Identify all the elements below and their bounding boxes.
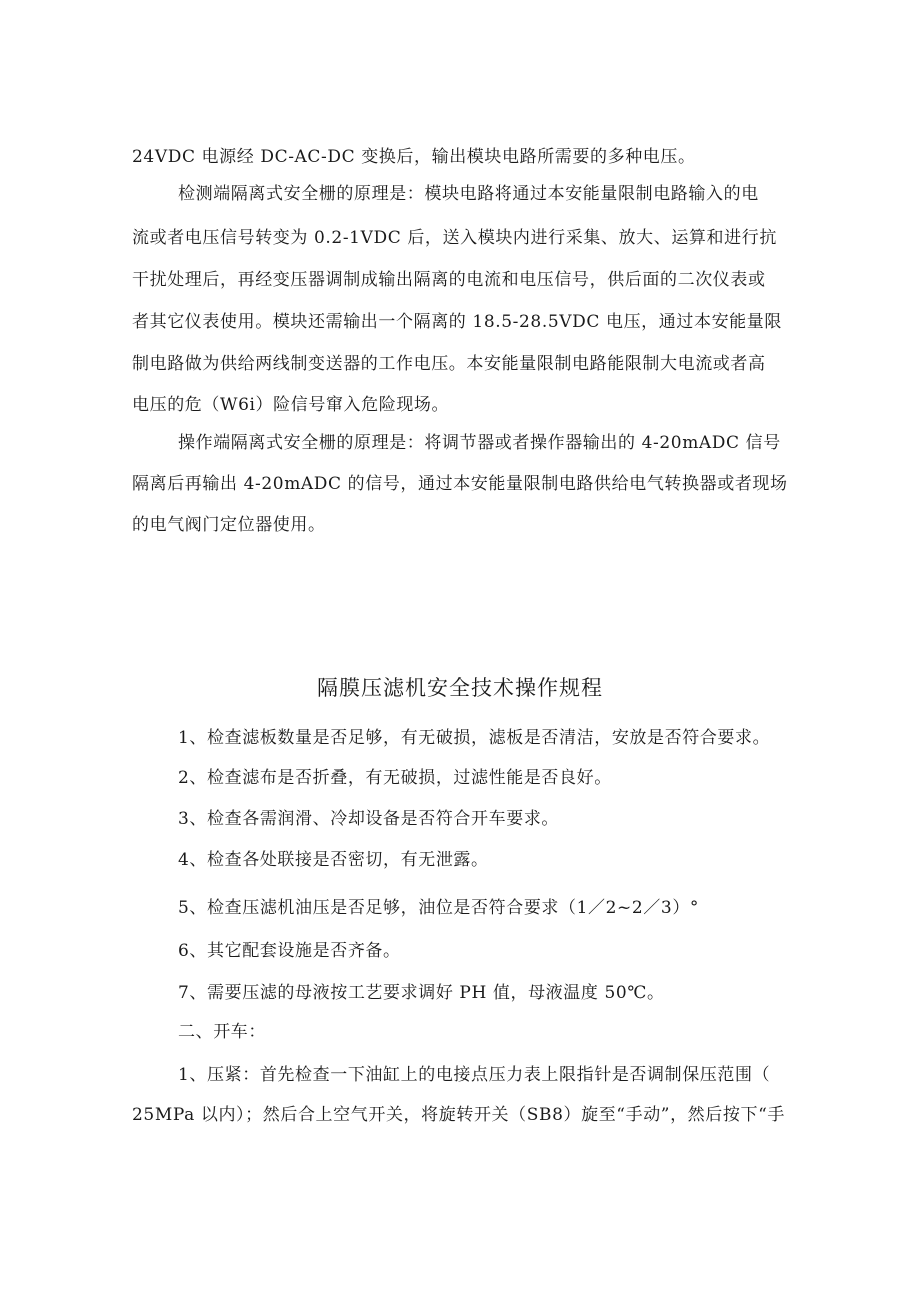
paragraph-line: 者其它仪表使用。模块还需输出一个隔离的 18.5-28.5VDC 电压，通过本安能量限	[132, 312, 782, 332]
section-heading: 二、开车：	[178, 1022, 266, 1042]
list-item: 6、其它配套设施是否齐备。	[178, 941, 401, 961]
paragraph-line: 的电气阀门定位器使用。	[132, 515, 326, 535]
paragraph-line: 24VDC 电源经 DC-AC-DC 变换后，输出模块电路所需要的多种电压。	[132, 147, 696, 167]
list-item: 5、检查压滤机油压是否足够，油位是否符合要求（1／2~2／3）°	[178, 898, 700, 918]
paragraph-line: 电压的危（W6i）险信号窜入危险现场。	[132, 395, 450, 415]
paragraph-line: 隔离后再输出 4-20mADC 的信号，通过本安能量限制电路供给电气转换器或者现场	[132, 474, 788, 494]
paragraph-line: 制电路做为供给两线制变送器的工作电压。本安能量限制电路能限制大电流或者高	[132, 354, 766, 374]
paragraph-line: 干扰处理后，再经变压器调制成输出隔离的电流和电压信号，供后面的二次仪表或	[132, 270, 766, 290]
list-item: 3、检查各需润滑、冷却设备是否符合开车要求。	[178, 809, 560, 829]
paragraph-line: 检测端隔离式安全栅的原理是：模块电路将通过本安能量限制电路输入的电	[178, 184, 759, 204]
list-item: 4、检查各处联接是否密切，有无泄露。	[178, 850, 489, 870]
list-item: 7、需要压滤的母液按工艺要求调好 PH 值，母液温度 50℃。	[178, 983, 665, 1003]
section-title: 隔膜压滤机安全技术操作规程	[317, 676, 603, 700]
paragraph-line: 操作端隔离式安全栅的原理是：将调节器或者操作器输出的 4-20mADC 信号	[178, 433, 781, 453]
list-item: 25MPa 以内）；然后合上空气开关，将旋转开关（SB8）旋至“手动”，然后按下“手	[132, 1105, 785, 1125]
paragraph-line: 流或者电压信号转变为 0.2-1VDC 后，送入模块内进行采集、放大、运算和进行抗	[132, 228, 777, 248]
list-item: 1、检查滤板数量是否足够，有无破损，滤板是否清洁，安放是否符合要求。	[178, 728, 771, 748]
list-item: 2、检查滤布是否折叠，有无破损，过滤性能是否良好。	[178, 768, 612, 788]
list-item: 1、压紧：首先检查一下油缸上的电接点压力表上限指针是否调制保压范围（	[178, 1065, 771, 1085]
